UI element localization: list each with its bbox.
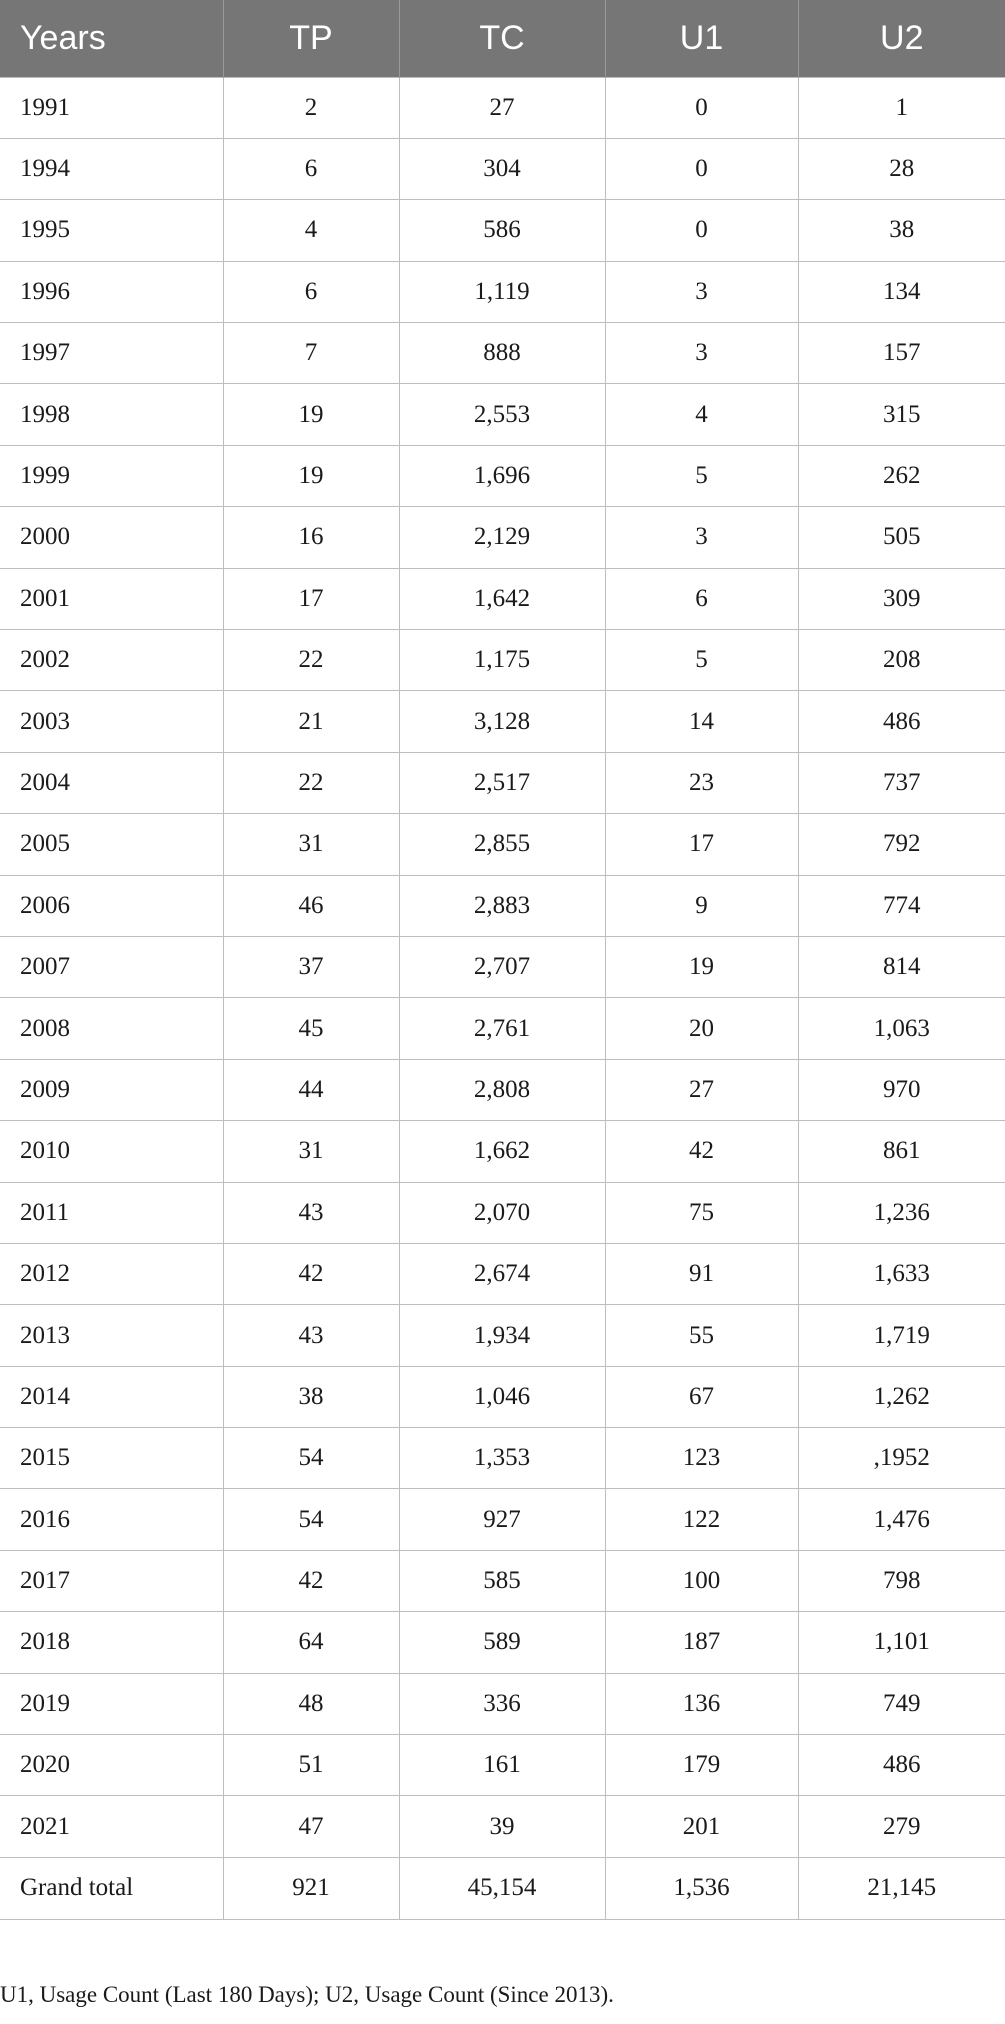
tc-cell: 3,128 (399, 691, 605, 752)
u2-cell: 737 (798, 752, 1005, 813)
tc-cell: 2,855 (399, 814, 605, 875)
year-cell: 2012 (0, 1243, 223, 1304)
u2-cell: 28 (798, 138, 1005, 199)
year-cell: 2008 (0, 998, 223, 1059)
u1-cell: 187 (605, 1612, 798, 1673)
tp-cell: 16 (223, 507, 399, 568)
year-cell: 1996 (0, 261, 223, 322)
table-row (0, 77, 1005, 138)
u1-cell: 3 (605, 507, 798, 568)
grand-total-row (0, 1857, 1005, 1919)
tp-cell: 6 (223, 261, 399, 322)
year-cell: 1997 (0, 323, 223, 384)
table-row (0, 445, 1005, 506)
u2-cell: 309 (798, 568, 1005, 629)
u1-cell: 42 (605, 1121, 798, 1182)
year-cell: 1994 (0, 138, 223, 199)
tp-cell: 19 (223, 384, 399, 445)
u1-cell: 201 (605, 1796, 798, 1857)
tc-cell: 1,642 (399, 568, 605, 629)
table-body (0, 77, 1005, 1919)
tc-cell: 585 (399, 1550, 605, 1611)
tc-cell: 39 (399, 1796, 605, 1857)
tp-cell: 44 (223, 1059, 399, 1120)
tc-cell: 336 (399, 1673, 605, 1734)
u1-cell: 122 (605, 1489, 798, 1550)
table-row (0, 1796, 1005, 1857)
year-cell: 2015 (0, 1428, 223, 1489)
tc-cell: 2,707 (399, 936, 605, 997)
year-cell: 2003 (0, 691, 223, 752)
u1-cell: 3 (605, 261, 798, 322)
header-row (0, 0, 1005, 77)
u1-cell: 1,536 (605, 1857, 798, 1919)
tp-cell: 31 (223, 1121, 399, 1182)
year-cell: 2016 (0, 1489, 223, 1550)
u1-cell: 100 (605, 1550, 798, 1611)
tc-cell: 2,761 (399, 998, 605, 1059)
year-cell: 2020 (0, 1735, 223, 1796)
u1-cell: 9 (605, 875, 798, 936)
u2-cell: 774 (798, 875, 1005, 936)
tp-cell: 4 (223, 200, 399, 261)
year-cell: 2009 (0, 1059, 223, 1120)
tp-cell: 21 (223, 691, 399, 752)
u1-cell: 0 (605, 138, 798, 199)
header-tp: TP (223, 0, 399, 77)
tc-cell: 2,808 (399, 1059, 605, 1120)
year-cell: 2011 (0, 1182, 223, 1243)
year-cell: 2010 (0, 1121, 223, 1182)
u1-cell: 55 (605, 1305, 798, 1366)
header-years: Years (0, 0, 223, 77)
u2-cell: 134 (798, 261, 1005, 322)
tc-cell: 1,353 (399, 1428, 605, 1489)
u2-cell: 970 (798, 1059, 1005, 1120)
u2-cell: ,1952 (798, 1428, 1005, 1489)
tp-cell: 6 (223, 138, 399, 199)
table-row (0, 1305, 1005, 1366)
u1-cell: 4 (605, 384, 798, 445)
u2-cell: 315 (798, 384, 1005, 445)
u2-cell: 792 (798, 814, 1005, 875)
table-row (0, 1489, 1005, 1550)
tp-cell: 43 (223, 1305, 399, 1366)
u2-cell: 208 (798, 630, 1005, 691)
u1-cell: 91 (605, 1243, 798, 1304)
tp-cell: 2 (223, 77, 399, 138)
table-row (0, 384, 1005, 445)
tp-cell: 38 (223, 1366, 399, 1427)
year-cell: 2002 (0, 630, 223, 691)
table-row (0, 1059, 1005, 1120)
u2-cell: 21,145 (798, 1857, 1005, 1919)
table-row (0, 261, 1005, 322)
table-row (0, 200, 1005, 261)
header-u2: U2 (798, 0, 1005, 77)
tp-cell: 22 (223, 752, 399, 813)
tp-cell: 45 (223, 998, 399, 1059)
tp-cell: 42 (223, 1243, 399, 1304)
year-cell: 2017 (0, 1550, 223, 1611)
table-row (0, 936, 1005, 997)
year-cell: 1991 (0, 77, 223, 138)
year-cell: 2021 (0, 1796, 223, 1857)
tp-cell: 921 (223, 1857, 399, 1919)
u2-cell: 262 (798, 445, 1005, 506)
u1-cell: 0 (605, 77, 798, 138)
table-header (0, 0, 1005, 77)
tp-cell: 51 (223, 1735, 399, 1796)
table-row (0, 1550, 1005, 1611)
u2-cell: 486 (798, 1735, 1005, 1796)
table-row (0, 752, 1005, 813)
u1-cell: 5 (605, 445, 798, 506)
u2-cell: 749 (798, 1673, 1005, 1734)
tp-cell: 42 (223, 1550, 399, 1611)
tp-cell: 64 (223, 1612, 399, 1673)
u2-cell: 279 (798, 1796, 1005, 1857)
tc-cell: 304 (399, 138, 605, 199)
u1-cell: 6 (605, 568, 798, 629)
table-row (0, 1121, 1005, 1182)
tp-cell: 19 (223, 445, 399, 506)
u2-cell: 814 (798, 936, 1005, 997)
u1-cell: 123 (605, 1428, 798, 1489)
tc-cell: 2,517 (399, 752, 605, 813)
table-row (0, 1612, 1005, 1673)
year-cell: 2014 (0, 1366, 223, 1427)
u2-cell: 486 (798, 691, 1005, 752)
tc-cell: 27 (399, 77, 605, 138)
tp-cell: 7 (223, 323, 399, 384)
table-row (0, 507, 1005, 568)
u2-cell: 1,633 (798, 1243, 1005, 1304)
u1-cell: 5 (605, 630, 798, 691)
tc-cell: 2,129 (399, 507, 605, 568)
u2-cell: 1 (798, 77, 1005, 138)
tp-cell: 31 (223, 814, 399, 875)
u2-cell: 1,063 (798, 998, 1005, 1059)
year-cell: 1999 (0, 445, 223, 506)
tp-cell: 47 (223, 1796, 399, 1857)
table-row (0, 691, 1005, 752)
year-cell: 2001 (0, 568, 223, 629)
table-row (0, 1243, 1005, 1304)
year-cell: 2018 (0, 1612, 223, 1673)
tc-cell: 1,934 (399, 1305, 605, 1366)
year-cell: 1998 (0, 384, 223, 445)
u2-cell: 1,262 (798, 1366, 1005, 1427)
tp-cell: 17 (223, 568, 399, 629)
tc-cell: 2,553 (399, 384, 605, 445)
tp-cell: 48 (223, 1673, 399, 1734)
year-cell: 2013 (0, 1305, 223, 1366)
tc-cell: 2,674 (399, 1243, 605, 1304)
u1-cell: 14 (605, 691, 798, 752)
table-row (0, 998, 1005, 1059)
year-cell: 1995 (0, 200, 223, 261)
tc-cell: 927 (399, 1489, 605, 1550)
tc-cell: 161 (399, 1735, 605, 1796)
table-footnote: U1, Usage Count (Last 180 Days); U2, Usage Count (Since 2013). (0, 1982, 614, 2007)
u1-cell: 23 (605, 752, 798, 813)
header-u1: U1 (605, 0, 798, 77)
table-row (0, 138, 1005, 199)
year-cell: 2005 (0, 814, 223, 875)
table-row (0, 1735, 1005, 1796)
tp-cell: 22 (223, 630, 399, 691)
u1-cell: 3 (605, 323, 798, 384)
table-row (0, 323, 1005, 384)
table-row (0, 1673, 1005, 1734)
tp-cell: 54 (223, 1428, 399, 1489)
u1-cell: 179 (605, 1735, 798, 1796)
u1-cell: 0 (605, 200, 798, 261)
u1-cell: 75 (605, 1182, 798, 1243)
table-row (0, 630, 1005, 691)
tp-cell: 43 (223, 1182, 399, 1243)
year-cell: 2004 (0, 752, 223, 813)
year-cell: 2007 (0, 936, 223, 997)
u2-cell: 1,719 (798, 1305, 1005, 1366)
u1-cell: 19 (605, 936, 798, 997)
tc-cell: 1,046 (399, 1366, 605, 1427)
tp-cell: 37 (223, 936, 399, 997)
table-row (0, 814, 1005, 875)
u1-cell: 17 (605, 814, 798, 875)
tc-cell: 45,154 (399, 1857, 605, 1919)
u2-cell: 38 (798, 200, 1005, 261)
u1-cell: 20 (605, 998, 798, 1059)
table-row (0, 1182, 1005, 1243)
u1-cell: 67 (605, 1366, 798, 1427)
year-cell: 2006 (0, 875, 223, 936)
u1-cell: 136 (605, 1673, 798, 1734)
year-cell: 2019 (0, 1673, 223, 1734)
tc-cell: 1,119 (399, 261, 605, 322)
u2-cell: 505 (798, 507, 1005, 568)
tc-cell: 888 (399, 323, 605, 384)
tc-cell: 2,883 (399, 875, 605, 936)
u2-cell: 861 (798, 1121, 1005, 1182)
tc-cell: 2,070 (399, 1182, 605, 1243)
tp-cell: 46 (223, 875, 399, 936)
u2-cell: 157 (798, 323, 1005, 384)
header-tc: TC (399, 0, 605, 77)
tc-cell: 1,175 (399, 630, 605, 691)
u2-cell: 798 (798, 1550, 1005, 1611)
year-cell: Grand total (0, 1857, 223, 1919)
tc-cell: 586 (399, 200, 605, 261)
tc-cell: 589 (399, 1612, 605, 1673)
u2-cell: 1,476 (798, 1489, 1005, 1550)
tp-cell: 54 (223, 1489, 399, 1550)
table-row (0, 875, 1005, 936)
table-row (0, 1428, 1005, 1489)
table-row (0, 568, 1005, 629)
u1-cell: 27 (605, 1059, 798, 1120)
tc-cell: 1,662 (399, 1121, 605, 1182)
year-cell: 2000 (0, 507, 223, 568)
table-row (0, 1366, 1005, 1427)
u2-cell: 1,101 (798, 1612, 1005, 1673)
u2-cell: 1,236 (798, 1182, 1005, 1243)
tc-cell: 1,696 (399, 445, 605, 506)
